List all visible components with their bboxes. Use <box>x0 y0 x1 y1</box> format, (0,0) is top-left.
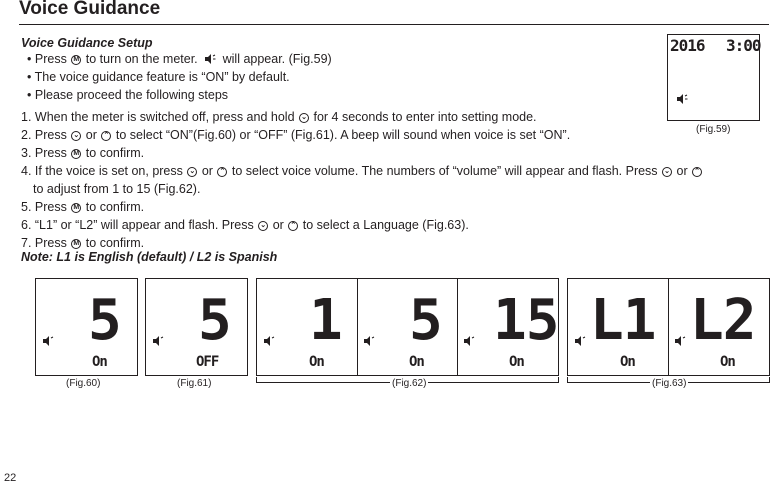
fig63-caption: (Fig.63) <box>652 378 687 389</box>
fig63-status-1: On <box>620 354 635 370</box>
fig60-digit: 5 <box>88 288 121 353</box>
m-key-icon: M <box>71 203 81 213</box>
speaker-icon <box>363 333 375 343</box>
fig63-language-l2: L2 <box>690 288 756 353</box>
fig59-year: 2016 <box>670 36 705 55</box>
up-key-icon: ⌃ <box>288 221 298 231</box>
down-key-icon: ⌄ <box>187 167 197 177</box>
up-key-icon: ⌃ <box>101 131 111 141</box>
speaker-icon <box>204 53 216 63</box>
panel-divider <box>457 279 458 375</box>
down-key-icon: ⌄ <box>662 167 672 177</box>
fig62-status-1: On <box>309 354 324 370</box>
fig62-status-3: On <box>509 354 524 370</box>
fig62-volume-15: 15 <box>493 288 559 353</box>
bullet-item-default: • The voice guidance feature is “ON” by default. <box>27 70 290 84</box>
fig62-display <box>256 278 559 376</box>
speaker-icon <box>676 91 688 101</box>
page-title: Voice Guidance <box>19 0 161 19</box>
fig63-status-2: On <box>720 354 735 370</box>
fig61-display <box>145 278 248 376</box>
fig59-caption: (Fig.59) <box>696 124 731 135</box>
fig60-caption: (Fig.60) <box>66 378 101 389</box>
step-7: 7. Press M to confirm. <box>21 236 145 250</box>
bullet-item-turn-on: • Press M to turn on the meter. will appear. (Fig.59) <box>27 52 332 66</box>
fig61-status: OFF <box>196 354 219 370</box>
panel-divider <box>357 279 358 375</box>
fig63-language-l1: L1 <box>590 288 656 353</box>
language-note: Note: L1 is English (default) / L2 is Spanish <box>21 250 278 264</box>
step-1: 1. When the meter is switched off, press and hold ⌄ for 4 seconds to enter into setting mode. <box>21 110 537 124</box>
step-4-continued: to adjust from 1 to 15 (Fig.62). <box>33 182 201 196</box>
fig62-status-2: On <box>409 354 424 370</box>
fig61-digit: 5 <box>198 288 231 353</box>
speaker-icon <box>574 333 586 343</box>
step-4: 4. If the voice is set on, press ⌄ or ⌃ to select voice volume. The numbers of “volume” will appear and flash. Press ⌄ or ⌃ <box>21 164 703 179</box>
m-key-icon: M <box>71 149 81 159</box>
step-3: 3. Press M to confirm. <box>21 146 145 160</box>
fig60-status: On <box>92 354 107 370</box>
fig63-display <box>567 278 770 376</box>
step-6: 6. “L1” or “L2” will appear and flash. Press ⌄ or ⌃ to select a Language (Fig.63). <box>21 218 469 232</box>
speaker-icon <box>674 333 686 343</box>
bullet-item-proceed: • Please proceed the following steps <box>27 88 229 102</box>
speaker-icon <box>42 333 54 343</box>
fig60-display <box>35 278 138 376</box>
down-key-icon: ⌄ <box>299 113 309 123</box>
page-number: 22 <box>4 472 17 484</box>
step-2: 2. Press ⌄ or ⌃ to select “ON”(Fig.60) or “OFF” (Fig.61). A beep will sound when voice is set “ON”. <box>21 128 571 142</box>
speaker-icon <box>263 333 275 343</box>
m-key-icon: M <box>71 55 81 65</box>
down-key-icon: ⌄ <box>258 221 268 231</box>
speaker-icon <box>463 333 475 343</box>
fig61-caption: (Fig.61) <box>177 378 212 389</box>
fig59-time: 3:00 <box>726 36 761 55</box>
panel-divider <box>668 279 669 375</box>
step-5: 5. Press M to confirm. <box>21 200 145 214</box>
fig62-caption: (Fig.62) <box>392 378 427 389</box>
section-heading: Voice Guidance Setup <box>21 36 153 50</box>
m-key-icon: M <box>71 239 81 249</box>
title-divider <box>19 24 769 25</box>
fig62-volume-1: 1 <box>309 288 342 353</box>
up-key-icon: ⌃ <box>692 167 702 177</box>
up-key-icon: ⌃ <box>217 167 227 177</box>
bullet-glyph: • <box>27 52 32 66</box>
down-key-icon: ⌄ <box>71 131 81 141</box>
fig59-display <box>667 34 760 121</box>
fig62-volume-5: 5 <box>409 288 442 353</box>
speaker-icon <box>152 333 164 343</box>
